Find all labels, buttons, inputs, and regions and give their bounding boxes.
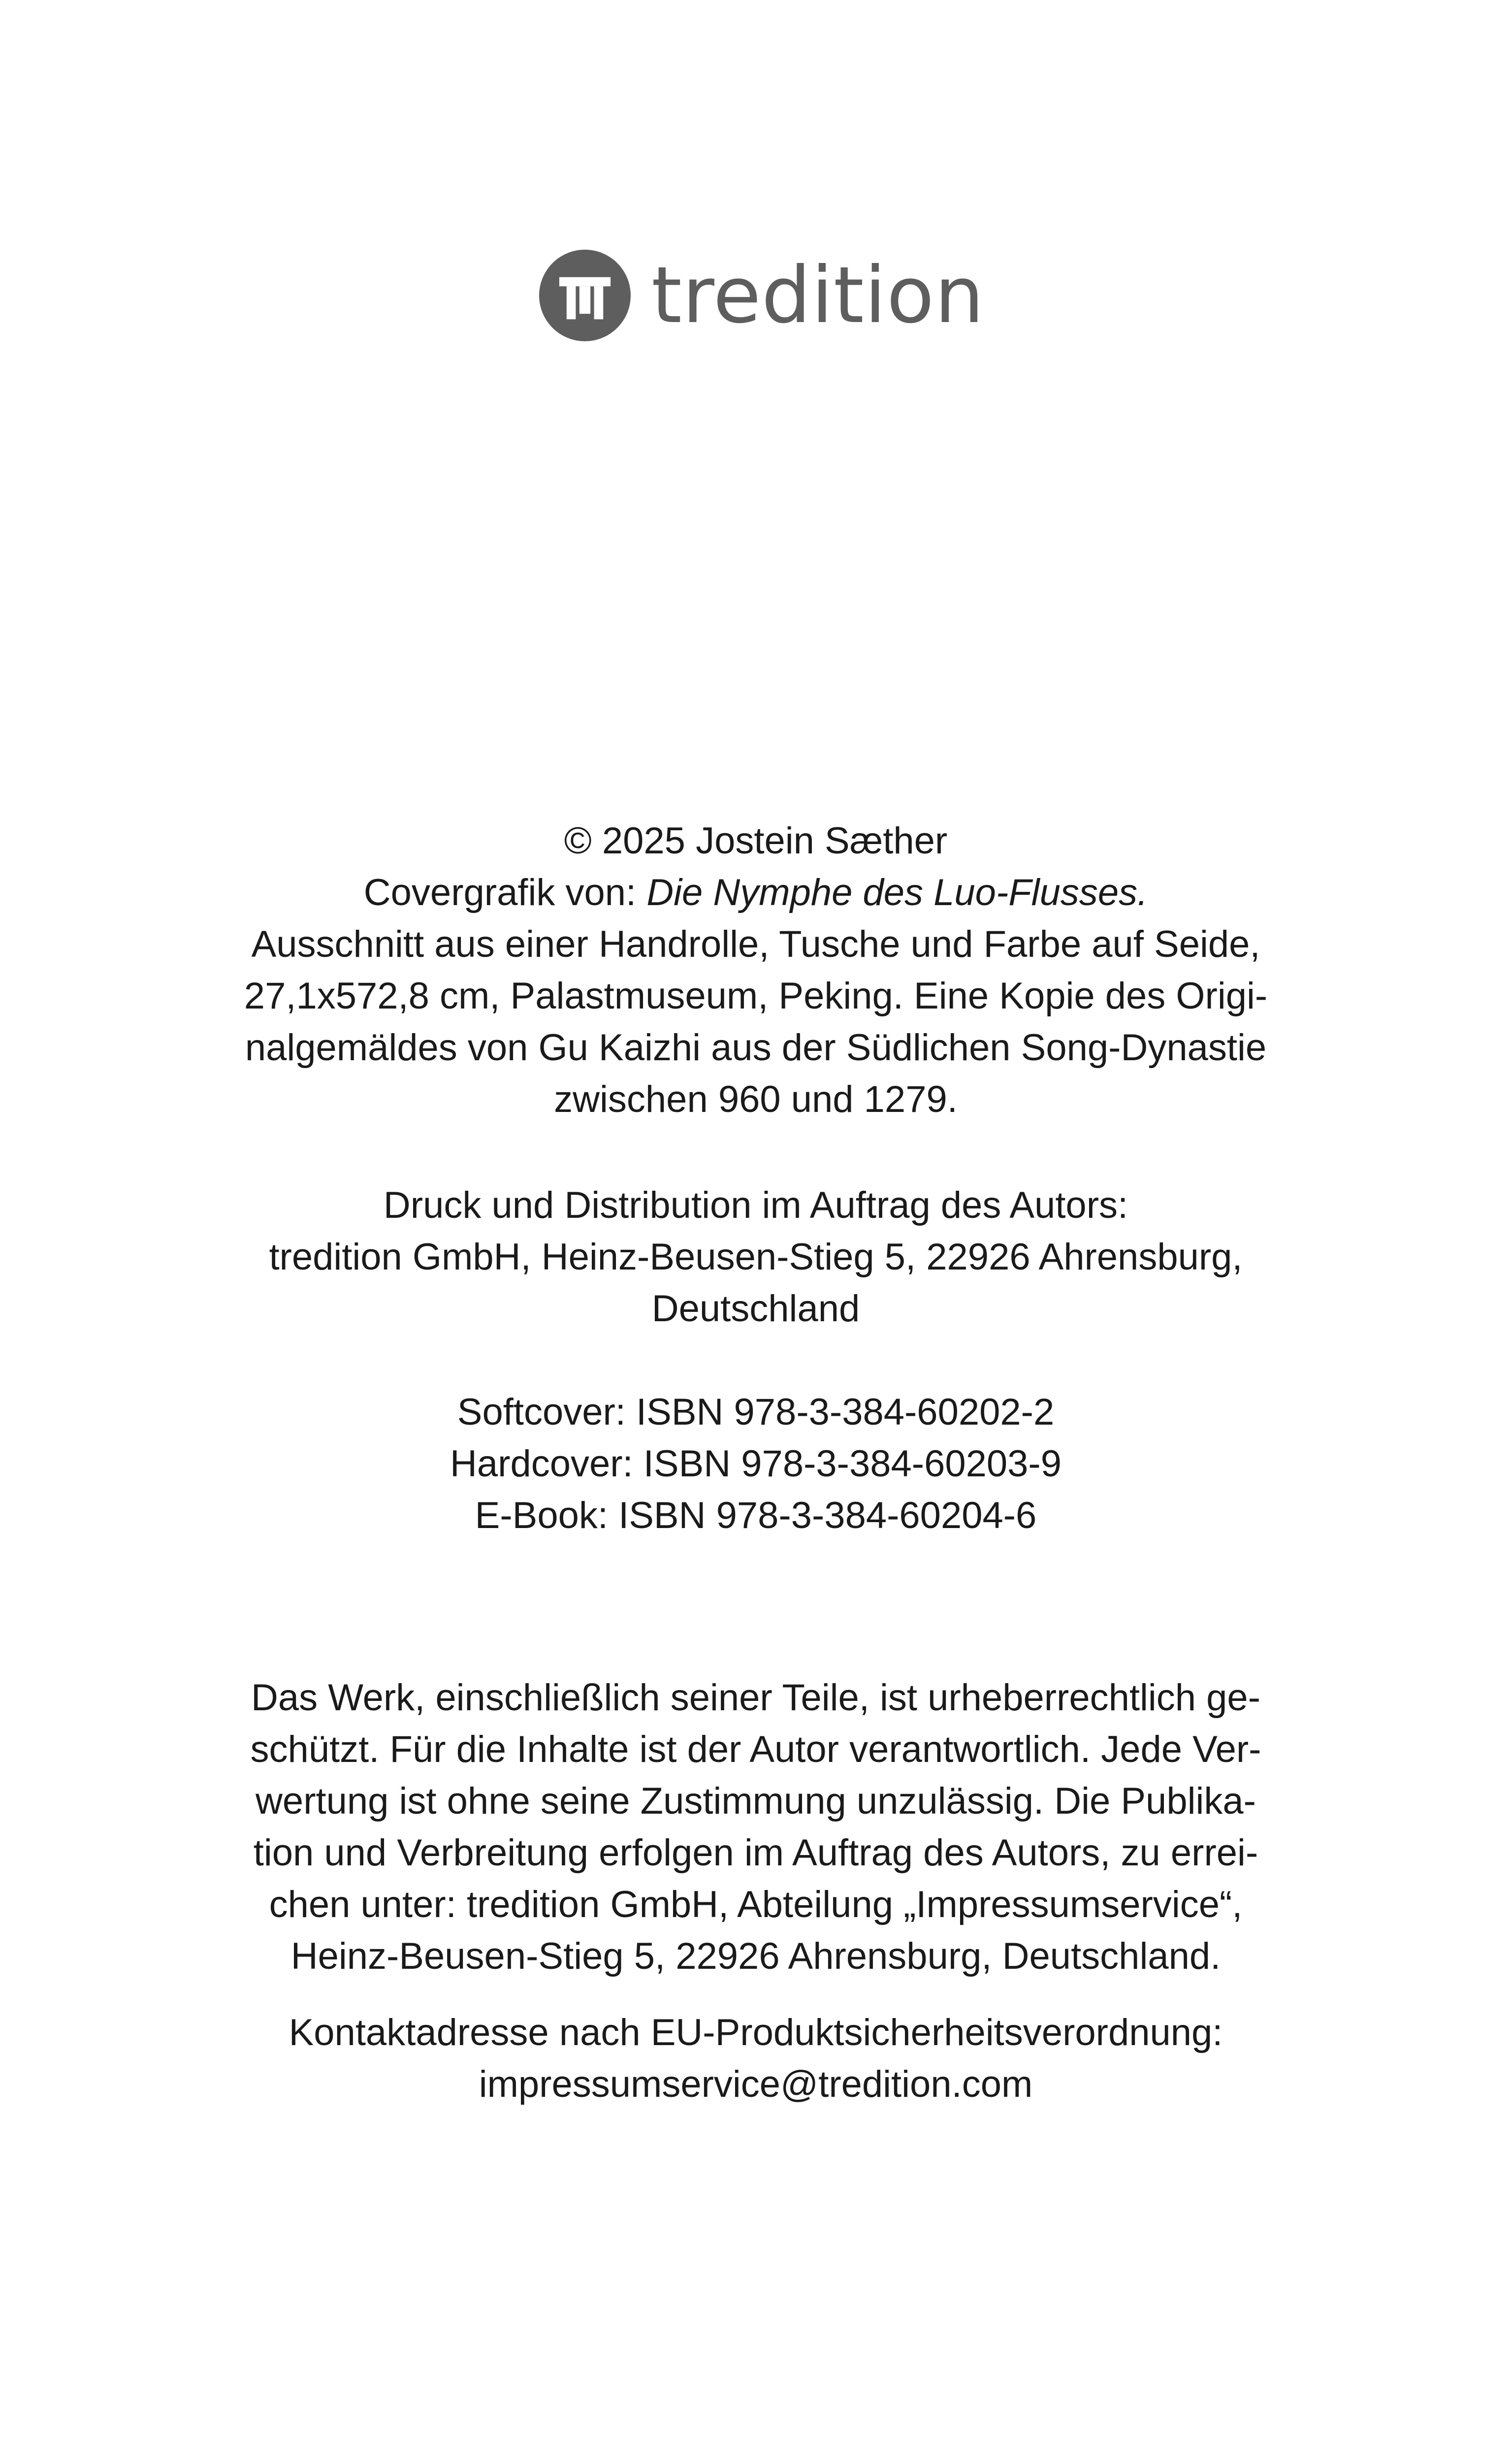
copyright-line: © 2025 Jostein Sæther: [564, 820, 948, 862]
cover-description-line: 27,1x572,8 cm, Palastmuseum, Peking. Eine Kopie des Origi-: [244, 975, 1268, 1017]
isbn-hardcover: Hardcover: ISBN 978-3-384-60203-9: [450, 1443, 1062, 1485]
legal-line: wertung ist ohne seine Zustimmung unzulässig. Die Publika-: [256, 1780, 1256, 1822]
cover-credit-prefix: Covergrafik von:: [363, 872, 647, 913]
contact-email: impressumservice@tredition.com: [479, 2063, 1033, 2105]
tredition-logo: [539, 249, 985, 342]
contact-block: [187, 2007, 1324, 2110]
copyright-block: [187, 815, 1324, 1125]
isbn-block: [187, 1386, 1324, 1541]
isbn-softcover: Softcover: ISBN 978-3-384-60202-2: [457, 1391, 1055, 1433]
legal-line: tion und Verbreitung erfolgen im Auftrag des Autors, zu errei-: [253, 1832, 1258, 1874]
cover-credit-line: [187, 867, 1324, 918]
cover-description-line: zwischen 960 und 1279.: [554, 1078, 958, 1120]
tredition-logo-icon: [539, 250, 631, 341]
printing-line: Druck und Distribution im Auftrag des Autors:: [383, 1184, 1128, 1226]
legal-line: Heinz-Beusen-Stieg 5, 22926 Ahrensburg, Deutschland.: [290, 1935, 1221, 1977]
legal-line: schützt. Für die Inhalte ist der Autor verantwortlich. Jede Ver-: [250, 1728, 1261, 1770]
cover-artwork-title: Die Nymphe des Luo-Flusses.: [646, 872, 1148, 913]
legal-line: Das Werk, einschließlich seiner Teile, ist urheberrechtlich ge-: [251, 1677, 1261, 1719]
isbn-ebook: E-Book: ISBN 978-3-384-60204-6: [475, 1495, 1037, 1536]
printing-line: Deutschland: [651, 1288, 860, 1330]
printing-line: tredition GmbH, Heinz-Beusen-Stieg 5, 22926 Ahrensburg,: [269, 1236, 1243, 1278]
legal-line: chen unter: tredition GmbH, Abteilung „Impressumservice“,: [269, 1884, 1243, 1925]
logo-wordmark: tredition: [651, 250, 985, 341]
contact-label: Kontaktadresse nach EU-Produktsicherheitsverordnung:: [289, 2012, 1223, 2053]
printing-block: [187, 1179, 1324, 1335]
cover-description-line: nalgemäldes von Gu Kaizhi aus der Südlichen Song-Dynastie: [245, 1027, 1267, 1069]
legal-notice: [187, 1672, 1324, 1982]
cover-description-line: Ausschnitt aus einer Handrolle, Tusche und Farbe auf Seide,: [251, 923, 1260, 965]
